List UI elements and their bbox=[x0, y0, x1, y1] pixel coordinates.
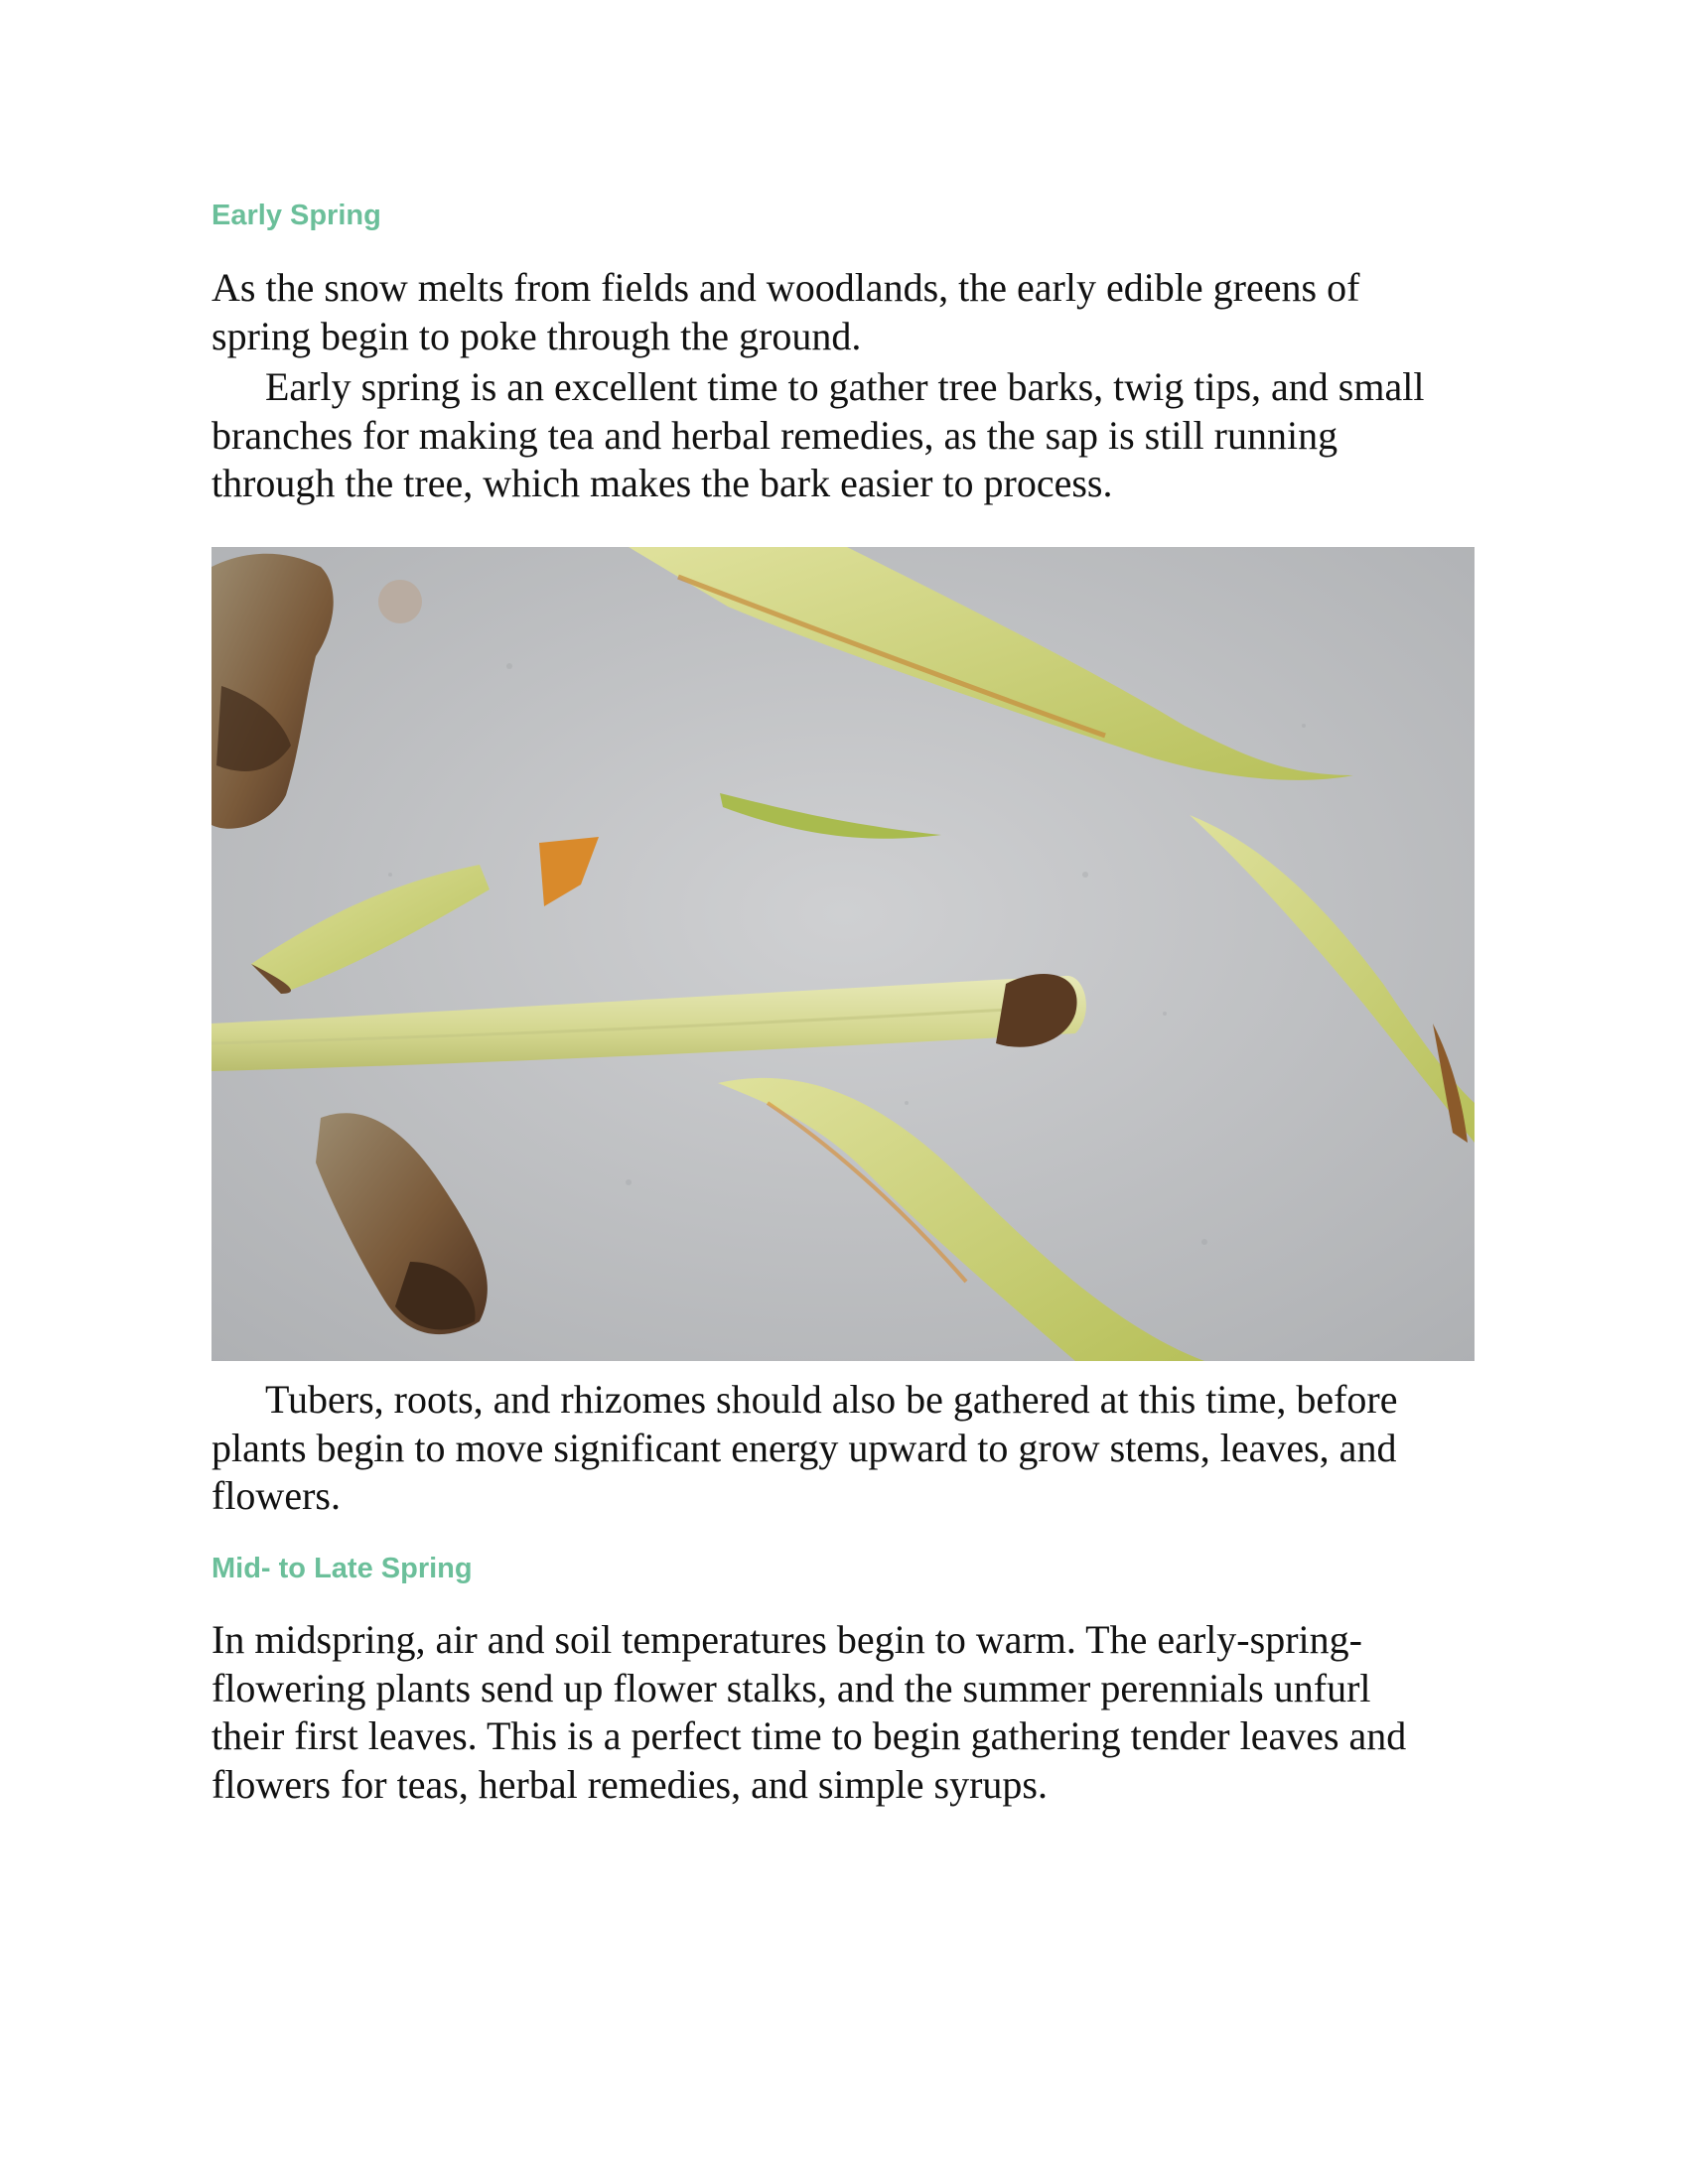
paragraph-line: plants begin to move significant energy upward to grow stems, leaves, and bbox=[211, 1425, 1397, 1470]
paragraph-line: flowering plants send up flower stalks, and the summer perennials unfurl bbox=[211, 1665, 1371, 1710]
paragraph-line: branches for making tea and herbal remedies, as the sap is still running bbox=[211, 412, 1338, 458]
paragraph-line: through the tree, which makes the bark easier to process. bbox=[211, 461, 1113, 505]
section-heading-mid-late-spring: Mid- to Late Spring bbox=[211, 1553, 473, 1584]
paragraph-line: their first leaves. This is a perfect time to begin gathering tender leaves and bbox=[211, 1713, 1407, 1758]
paragraph-line: Early spring is an excellent time to gather tree barks, twig tips, and small bbox=[265, 364, 1425, 409]
paragraph-line: spring begin to poke through the ground. bbox=[211, 313, 862, 358]
paragraph-tubers-roots bbox=[211, 1376, 1492, 1521]
paragraph-line: flowers. bbox=[211, 1473, 341, 1518]
section-heading-early-spring: Early Spring bbox=[211, 200, 381, 231]
paragraph-line: flowers for teas, herbal remedies, and simple syrups. bbox=[211, 1761, 1048, 1807]
paragraph-midspring bbox=[211, 1616, 1492, 1809]
paragraph-line: In midspring, air and soil temperatures begin to warm. The early-spring- bbox=[211, 1617, 1362, 1662]
paragraph-line: As the snow melts from fields and woodlands, the early edible greens of bbox=[211, 265, 1360, 310]
paragraph-early-spring-barks bbox=[211, 363, 1492, 508]
photo-bark-twigs-image bbox=[211, 547, 1475, 1361]
paragraph-line: Tubers, roots, and rhizomes should also be gathered at this time, before bbox=[265, 1377, 1398, 1422]
paragraph-snow-melts bbox=[211, 264, 1492, 360]
